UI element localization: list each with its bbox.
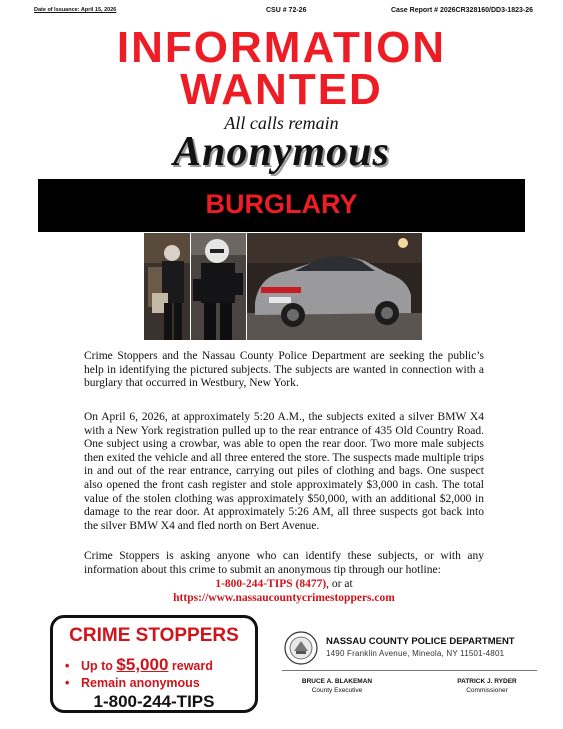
paragraph-intro: Crime Stoppers and the Nassau County Police Department are seeking the public’s help in identifying the pictured subjects. The subjects are wanted in connection with a burglary that occurred in Westbury, New York. [84, 350, 484, 390]
commissioner [432, 678, 542, 694]
suspect-photo-2 [191, 233, 246, 340]
reward-prefix: Up to [81, 659, 117, 673]
divider [282, 670, 537, 671]
anonymous-item [65, 676, 200, 690]
crime-stoppers-box [50, 615, 258, 713]
case-report-number: Case Report # 2026CR328160/DD3-1823-26 [390, 7, 533, 14]
official-title: Commissioner [466, 687, 508, 694]
department-address: 1490 Franklin Avenue, Mineola, NY 11501-4801 [326, 649, 505, 658]
official-title: County Executive [311, 687, 363, 694]
website-line [84, 592, 484, 606]
suspect-photo-1 [144, 233, 190, 340]
hotline-connector: , or at [326, 578, 353, 590]
bullet-icon: • [65, 676, 70, 690]
remain-anonymous: Remain anonymous [81, 676, 200, 690]
date-of-issuance: Date of Issuance: April 15, 2026 [34, 7, 117, 13]
crime-type: BURGLARY [205, 189, 358, 219]
flyer-title [0, 23, 563, 114]
crime-banner [38, 179, 525, 232]
hotline-phone[interactable]: 1-800-244-TIPS (8477) [215, 578, 327, 590]
reward-amount: $5,000 [116, 655, 169, 674]
bullet-icon: • [65, 659, 70, 673]
hotline-line [84, 578, 484, 592]
anonymous-text: Anonymous [173, 129, 390, 175]
reward-suffix: reward [168, 659, 213, 673]
vehicle-photo [247, 233, 422, 340]
crime-stoppers-title: CRIME STOPPERS [69, 625, 239, 646]
crime-stoppers-phone[interactable]: 1-800-244-TIPS [93, 692, 215, 711]
website-link[interactable]: https://www.nassaucountycrimestoppers.com [173, 592, 395, 604]
reward-item [65, 655, 213, 675]
official-name: BRUCE A. BLAKEMAN [301, 678, 373, 685]
calls-remain-text: All calls remain [224, 113, 339, 133]
paragraph-details: On April 6, 2026, at approximately 5:20 A.M., the subjects exited a silver BMW X4 with a New York registration pulled up to the rear entrance of 435 Old Country Road. One subject using a crowbar, was able to open the rear door. Two more male subjects then exited the vehicle and all three entered the store. The suspects made multiple trips in and out of the rear entrance, carrying out piles of clothing and bags. One suspect also opened the front cash register and stole approximately $3,000 in cash. The total value of the stolen clothing was approximately $50,000, with an additional $2,000 in damage to the rear door. At approximately 5:26 AM, all three suspects got back into the silver BMW X4 and fled north on Bert Avenue. [84, 411, 484, 532]
police-department-block [282, 628, 537, 708]
csu-number: CSU # 72-26 [266, 7, 307, 14]
paragraph-request: Crime Stoppers is asking anyone who can identify these subjects, or with any information about this crime to submit an anonymous tip through our hotline: [84, 550, 484, 576]
title-line-2: WANTED [180, 65, 383, 114]
surveillance-photos [144, 233, 422, 340]
department-name: NASSAU COUNTY POLICE DEPARTMENT [326, 636, 515, 647]
official-name: PATRICK J. RYDER [457, 678, 517, 685]
title-line-1: INFORMATION [116, 23, 447, 72]
document-header [8, 7, 555, 19]
county-seal-icon [284, 631, 318, 665]
county-executive [282, 678, 392, 694]
